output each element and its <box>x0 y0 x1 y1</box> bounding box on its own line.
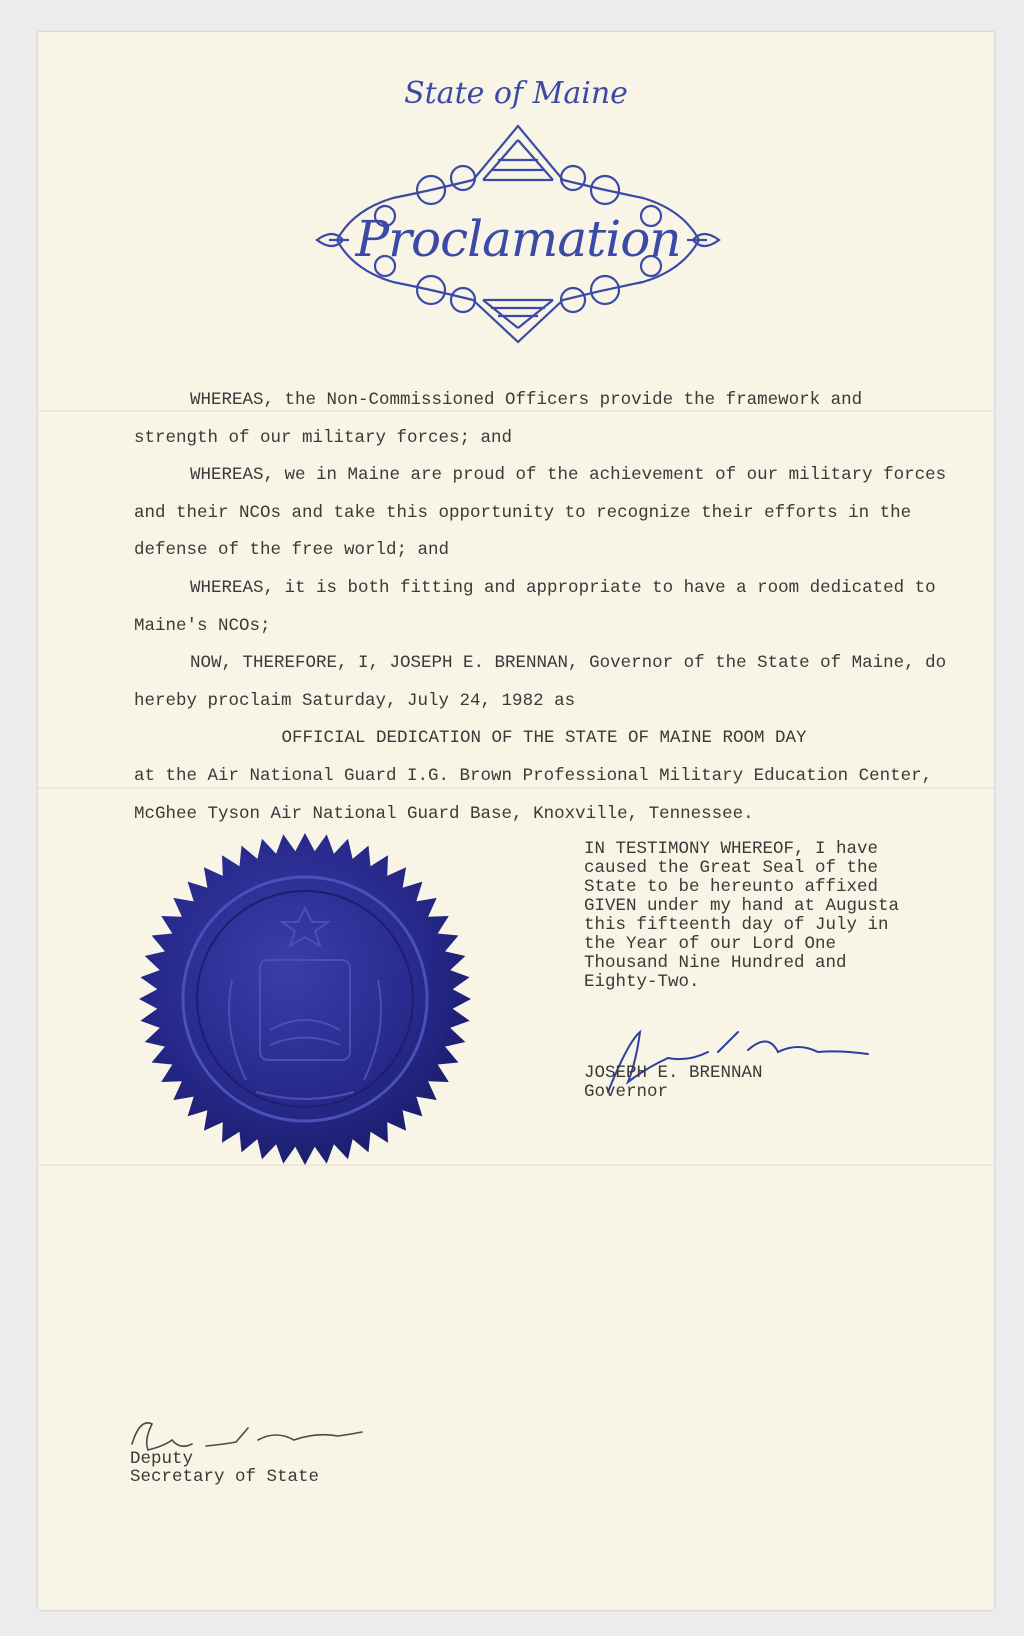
governor-title: Governor <box>584 1082 669 1102</box>
testimony-line: Eighty-Two. <box>584 972 700 992</box>
whereas-room: WHEREAS, it is both fitting and appropriate to have a room dedicated to Maine's NCOs; <box>134 577 936 636</box>
state-heading: State of Maine <box>404 76 628 111</box>
testimony-line: State to be hereunto affixed <box>584 877 879 897</box>
location-line: at the Air National Guard I.G. Brown Professional Military Education Center, McGhee Tyson Air National Guard Base, Knoxville, Tennessee. <box>134 765 933 824</box>
dedication-line: OFFICIAL DEDICATION OF THE STATE OF MAINE ROOM DAY <box>281 728 807 749</box>
great-seal-icon <box>136 830 474 1168</box>
testimony-line: this fifteenth day of July in <box>584 915 889 935</box>
proclamation-body <box>134 382 954 833</box>
testimony-line: GIVEN under my hand at Augusta <box>584 896 900 916</box>
testimony-line: the Year of our Lord One <box>584 934 837 954</box>
whereas-framework: WHEREAS, the Non-Commissioned Officers provide the framework and strength of our military forces; and <box>134 390 863 448</box>
deputy-title <box>130 1450 319 1486</box>
proclamation-title: Proclamation <box>355 210 681 268</box>
deputy-title-line2: Secretary of State <box>130 1467 320 1487</box>
whereas-achievement: WHEREAS, we in Maine are proud of the achievement of our military forces and their NCOs and take this opportunity to recognize their efforts in the defense of the free world; and <box>134 465 947 561</box>
deputy-title-line1: Deputy <box>130 1449 194 1469</box>
testimony-line: Thousand Nine Hundred and <box>584 953 847 973</box>
document-page <box>38 32 994 1610</box>
now-therefore: NOW, THEREFORE, I, JOSEPH E. BRENNAN, Governor of the State of Maine, do hereby proclaim Saturday, July 24, 1982 as <box>134 653 947 711</box>
testimony-line: caused the Great Seal of the <box>584 858 879 878</box>
governor-name: JOSEPH E. BRENNAN <box>584 1063 763 1083</box>
testimony-line: IN TESTIMONY WHEREOF, I have <box>584 839 879 859</box>
testimony-block <box>584 840 964 992</box>
